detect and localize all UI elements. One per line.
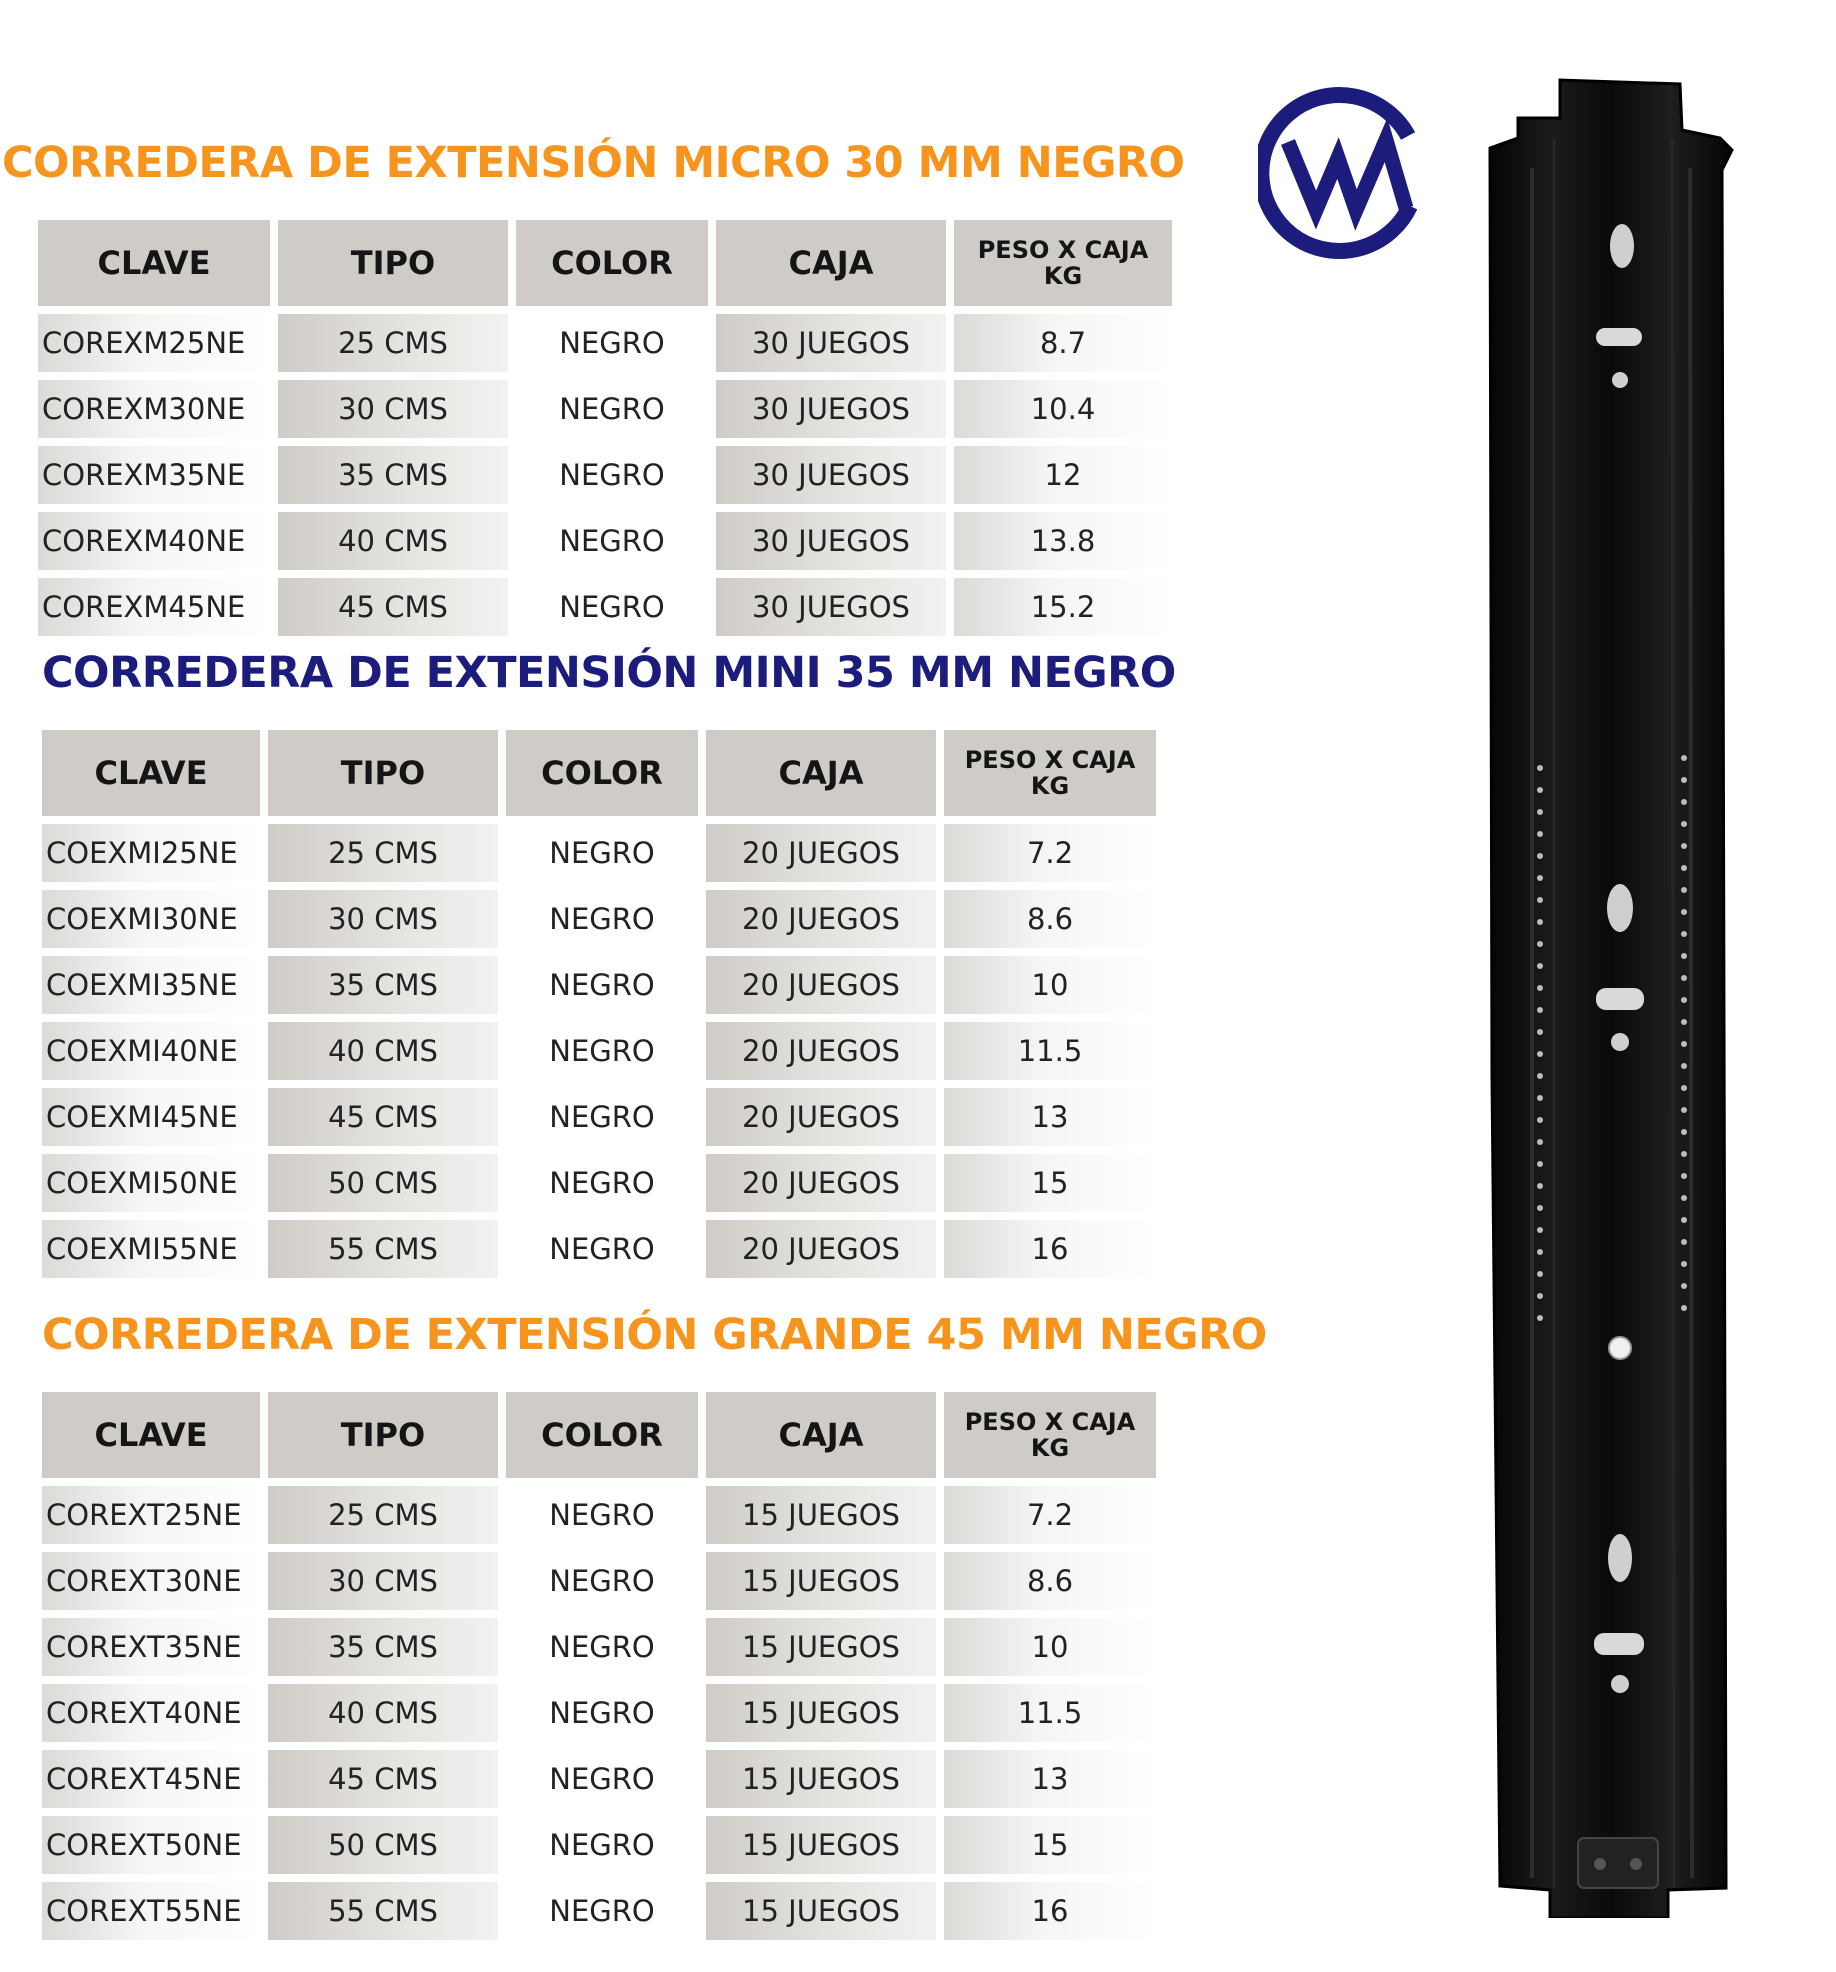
cell-tipo: 50 CMS [268, 1154, 498, 1212]
cell-clave: COEXMI35NE [42, 956, 260, 1014]
table-header [42, 1392, 1156, 1478]
cell-caja: 30 JUEGOS [716, 380, 946, 438]
section-rows [38, 314, 1172, 636]
cell-peso: 13.8 [954, 512, 1172, 570]
cell-color: NEGRO [506, 1618, 698, 1676]
cell-peso: 16 [944, 1882, 1156, 1940]
header-tipo: TIPO [278, 220, 508, 306]
cell-clave: COREXT45NE [42, 1750, 260, 1808]
cell-clave: COEXMI50NE [42, 1154, 260, 1212]
cell-tipo: 25 CMS [278, 314, 508, 372]
cell-clave: COREXT50NE [42, 1816, 260, 1874]
cell-clave: COREXT40NE [42, 1684, 260, 1742]
cell-clave: COEXMI45NE [42, 1088, 260, 1146]
table-mini [34, 722, 1164, 1286]
cell-caja: 30 JUEGOS [716, 578, 946, 636]
cell-peso: 10 [944, 1618, 1156, 1676]
cell-clave: COREXM30NE [38, 380, 270, 438]
cell-peso: 10 [944, 956, 1156, 1014]
section-title-micro: CORREDERA DE EXTENSIÓN MICRO 30 MM NEGRO [2, 138, 1185, 188]
section-rows [42, 824, 1156, 1278]
cell-tipo: 30 CMS [268, 890, 498, 948]
cell-color: NEGRO [506, 956, 698, 1014]
table-row [38, 446, 1172, 504]
cell-caja: 20 JUEGOS [706, 956, 936, 1014]
cell-caja: 15 JUEGOS [706, 1816, 936, 1874]
cell-clave: COEXMI30NE [42, 890, 260, 948]
cell-color: NEGRO [516, 512, 708, 570]
header-color: COLOR [506, 1392, 698, 1478]
cell-color: NEGRO [506, 1882, 698, 1940]
cell-tipo: 50 CMS [268, 1816, 498, 1874]
section-title-grande: CORREDERA DE EXTENSIÓN GRANDE 45 MM NEGRO [42, 1310, 1267, 1360]
section-title-mini: CORREDERA DE EXTENSIÓN MINI 35 MM NEGRO [42, 648, 1176, 698]
cell-tipo: 25 CMS [268, 824, 498, 882]
header-peso [944, 730, 1156, 816]
cell-color: NEGRO [506, 1088, 698, 1146]
cell-color: NEGRO [506, 1486, 698, 1544]
cell-peso: 7.2 [944, 824, 1156, 882]
cell-tipo: 35 CMS [278, 446, 508, 504]
cell-tipo: 25 CMS [268, 1486, 498, 1544]
cell-color: NEGRO [506, 1552, 698, 1610]
cell-caja: 30 JUEGOS [716, 314, 946, 372]
cell-caja: 20 JUEGOS [706, 1022, 936, 1080]
cell-peso: 10.4 [954, 380, 1172, 438]
cell-tipo: 40 CMS [268, 1684, 498, 1742]
cell-clave: COREXT35NE [42, 1618, 260, 1676]
header-clave: CLAVE [42, 730, 260, 816]
cell-peso: 16 [944, 1220, 1156, 1278]
cell-clave: COREXT30NE [42, 1552, 260, 1610]
header-caja: CAJA [716, 220, 946, 306]
cell-clave: COREXM40NE [38, 512, 270, 570]
cell-color: NEGRO [506, 1154, 698, 1212]
cell-tipo: 45 CMS [268, 1750, 498, 1808]
cell-peso: 8.7 [954, 314, 1172, 372]
cell-clave: COEXMI55NE [42, 1220, 260, 1278]
table-header [38, 220, 1172, 306]
table-micro [30, 212, 1180, 644]
header-peso [954, 220, 1172, 306]
cell-tipo: 55 CMS [268, 1882, 498, 1940]
cell-color: NEGRO [506, 1816, 698, 1874]
table-row [38, 512, 1172, 570]
cell-tipo: 45 CMS [278, 578, 508, 636]
cell-clave: COREXM35NE [38, 446, 270, 504]
header-peso-line1: PESO X CAJA [977, 235, 1149, 264]
table-row [42, 824, 1156, 882]
logo-text: WM [1335, 167, 1361, 183]
header-color: COLOR [516, 220, 708, 306]
table-row [38, 380, 1172, 438]
table-row [38, 578, 1172, 636]
table-row [42, 1618, 1156, 1676]
cell-color: NEGRO [516, 380, 708, 438]
cell-peso: 11.5 [944, 1022, 1156, 1080]
cell-clave: COREXM25NE [38, 314, 270, 372]
cell-caja: 30 JUEGOS [716, 446, 946, 504]
cell-color: NEGRO [506, 824, 698, 882]
cell-peso: 8.6 [944, 1552, 1156, 1610]
cell-clave: COREXT55NE [42, 1882, 260, 1940]
cell-color: NEGRO [506, 1220, 698, 1278]
header-caja: CAJA [706, 1392, 936, 1478]
cell-peso: 13 [944, 1088, 1156, 1146]
cell-caja: 20 JUEGOS [706, 890, 936, 948]
cell-peso: 15.2 [954, 578, 1172, 636]
cell-caja: 20 JUEGOS [706, 824, 936, 882]
cell-clave: COEXMI25NE [42, 824, 260, 882]
cell-caja: 15 JUEGOS [706, 1750, 936, 1808]
table-row [42, 1552, 1156, 1610]
header-tipo: TIPO [268, 730, 498, 816]
table-row [42, 956, 1156, 1014]
cell-color: NEGRO [506, 1022, 698, 1080]
cell-tipo: 30 CMS [268, 1552, 498, 1610]
header-peso-line2: KG [1043, 262, 1083, 290]
cell-caja: 15 JUEGOS [706, 1552, 936, 1610]
cell-caja: 15 JUEGOS [706, 1486, 936, 1544]
cell-clave: COREXM45NE [38, 578, 270, 636]
cell-caja: 20 JUEGOS [706, 1088, 936, 1146]
cell-caja: 15 JUEGOS [706, 1618, 936, 1676]
cell-tipo: 40 CMS [278, 512, 508, 570]
cell-tipo: 40 CMS [268, 1022, 498, 1080]
cell-caja: 15 JUEGOS [706, 1684, 936, 1742]
drawer-slide-rail-icon [1470, 78, 1760, 1918]
cell-peso: 15 [944, 1816, 1156, 1874]
cell-caja: 30 JUEGOS [716, 512, 946, 570]
cell-color: NEGRO [516, 314, 708, 372]
header-peso-line1: PESO X CAJA [964, 745, 1136, 774]
cell-peso: 12 [954, 446, 1172, 504]
cell-color: NEGRO [516, 578, 708, 636]
header-caja: CAJA [706, 730, 936, 816]
table-row [42, 1486, 1156, 1544]
header-peso-line2: KG [1030, 772, 1070, 800]
header-peso-line2: KG [1030, 1434, 1070, 1462]
table-header [42, 730, 1156, 816]
table-row [38, 314, 1172, 372]
cell-color: NEGRO [506, 890, 698, 948]
cell-peso: 8.6 [944, 890, 1156, 948]
section-rows [42, 1486, 1156, 1940]
table-row [42, 1220, 1156, 1278]
header-tipo: TIPO [268, 1392, 498, 1478]
table-row [42, 1088, 1156, 1146]
header-peso [944, 1392, 1156, 1478]
cell-peso: 15 [944, 1154, 1156, 1212]
cell-tipo: 35 CMS [268, 956, 498, 1014]
header-clave: CLAVE [42, 1392, 260, 1478]
cell-tipo: 35 CMS [268, 1618, 498, 1676]
cell-peso: 7.2 [944, 1486, 1156, 1544]
cell-caja: 15 JUEGOS [706, 1882, 936, 1940]
cell-tipo: 55 CMS [268, 1220, 498, 1278]
cell-color: NEGRO [516, 446, 708, 504]
cell-color: NEGRO [506, 1684, 698, 1742]
cell-peso: 11.5 [944, 1684, 1156, 1742]
cell-color: NEGRO [506, 1750, 698, 1808]
table-row [42, 1750, 1156, 1808]
table-row [42, 1022, 1156, 1080]
table-row [42, 1684, 1156, 1742]
cell-clave: COREXT25NE [42, 1486, 260, 1544]
table-row [42, 1882, 1156, 1940]
table-row [42, 1816, 1156, 1874]
cell-peso: 13 [944, 1750, 1156, 1808]
cell-clave: COEXMI40NE [42, 1022, 260, 1080]
cell-caja: 20 JUEGOS [706, 1154, 936, 1212]
table-row [42, 890, 1156, 948]
header-clave: CLAVE [38, 220, 270, 306]
header-peso-line1: PESO X CAJA [964, 1407, 1136, 1436]
cell-tipo: 30 CMS [278, 380, 508, 438]
wm-brand-logo [1258, 80, 1438, 260]
header-color: COLOR [506, 730, 698, 816]
table-row [42, 1154, 1156, 1212]
table-grande [34, 1384, 1164, 1948]
cell-caja: 20 JUEGOS [706, 1220, 936, 1278]
cell-tipo: 45 CMS [268, 1088, 498, 1146]
